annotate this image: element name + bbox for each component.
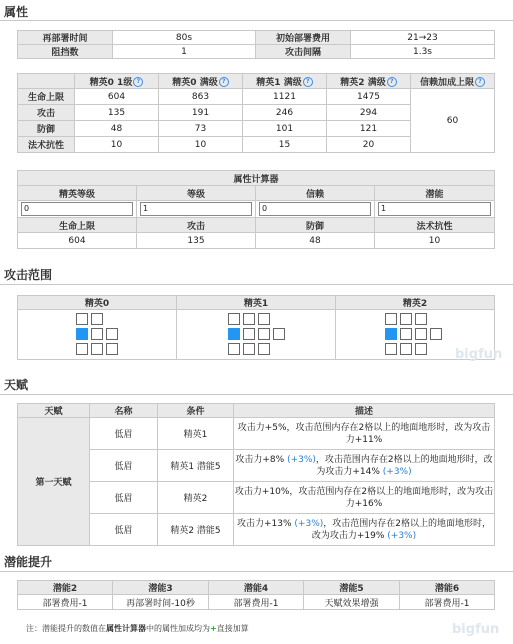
watermark-logo: bigfun	[455, 347, 503, 362]
help-icon[interactable]: ?	[133, 77, 143, 87]
stat-value: 101	[243, 121, 327, 137]
section-title-potential: 潜能提升	[4, 555, 53, 569]
stats-header: 信赖加成上限 ?	[411, 74, 495, 89]
range-cell	[400, 328, 412, 340]
talent-row	[18, 482, 495, 514]
range-cell	[91, 313, 103, 325]
stat-value: 1121	[243, 89, 327, 105]
stat-label: 生命上限	[18, 89, 75, 105]
stats-corner	[18, 74, 75, 89]
potential-header: 潜能3	[113, 581, 209, 595]
range-cell	[385, 313, 397, 325]
operator-position-cell	[76, 328, 88, 340]
talent-row	[18, 514, 495, 546]
divider	[0, 394, 513, 395]
range-cell	[76, 343, 88, 355]
potential-value: 部署费用-1	[18, 595, 113, 610]
range-cell	[258, 313, 270, 325]
talent-name: 低眉	[90, 418, 158, 450]
talent-description: 攻击力+10%，攻击范围内存在2格以上的地面地形时，改为攻击力+16%	[234, 482, 495, 514]
talent-group-label: 第一天赋	[18, 418, 90, 546]
stat-label: 防御	[18, 121, 75, 137]
calculator-title: 属性计算器	[18, 171, 495, 186]
range-cell	[258, 343, 270, 355]
potential-value: 再部署时间-10秒	[113, 595, 209, 610]
stat-value: 10	[159, 137, 243, 153]
elite-level-input[interactable]: 0	[21, 202, 133, 216]
potential-table	[17, 580, 495, 610]
stats-table	[17, 73, 495, 153]
trust-bonus-value: 60	[411, 89, 495, 153]
calc-result-label: 攻击	[137, 218, 256, 233]
stats-header: 精英2 满级 ?	[327, 74, 411, 89]
help-icon[interactable]: ?	[303, 77, 313, 87]
section-title-talent: 天赋	[4, 378, 29, 392]
divider	[0, 20, 513, 21]
atk-interval-value: 1.3s	[351, 45, 495, 59]
stat-value: 604	[75, 89, 159, 105]
range-cell	[415, 313, 427, 325]
talent-row	[18, 450, 495, 482]
help-icon[interactable]: ?	[387, 77, 397, 87]
range-cell	[385, 343, 397, 355]
range-cell	[415, 328, 427, 340]
block-label: 阻挡数	[18, 45, 113, 59]
calc-label-level: 等级	[137, 186, 256, 201]
redeploy-label: 再部署时间	[18, 31, 113, 45]
stat-value: 10	[75, 137, 159, 153]
range-cell	[400, 313, 412, 325]
calc-result-label: 防御	[256, 218, 375, 233]
stat-value: 135	[75, 105, 159, 121]
init-cost-value: 21→23	[351, 31, 495, 45]
range-cell	[91, 343, 103, 355]
talent-header: 天赋	[18, 404, 90, 418]
potential-header: 潜能5	[304, 581, 400, 595]
level-input[interactable]: 1	[140, 202, 252, 216]
calc-label-potential: 潜能	[375, 186, 495, 201]
range-cell	[106, 328, 118, 340]
calc-label-elite: 精英等级	[18, 186, 137, 201]
talent-row	[18, 418, 495, 450]
stat-value: 863	[159, 89, 243, 105]
talent-header: 条件	[158, 404, 234, 418]
attribute-calculator	[17, 170, 495, 249]
talent-condition: 精英2	[158, 482, 234, 514]
range-cell	[258, 328, 270, 340]
stat-value: 20	[327, 137, 411, 153]
stat-value: 191	[159, 105, 243, 121]
range-cell	[106, 343, 118, 355]
talent-condition: 精英1	[158, 418, 234, 450]
stat-value: 246	[243, 105, 327, 121]
stat-value: 48	[75, 121, 159, 137]
calc-result-label: 法术抗性	[375, 218, 495, 233]
range-cell	[273, 328, 285, 340]
stat-value: 15	[243, 137, 327, 153]
potential-value: 天赋效果增强	[304, 595, 400, 610]
potential-header: 潜能6	[400, 581, 495, 595]
watermark-logo: bigfun	[452, 622, 500, 637]
talent-description: 攻击力+8% (+3%)，攻击范围内存在2格以上的地面地形时，改为攻击力+14% (+3%)	[234, 450, 495, 482]
block-value: 1	[113, 45, 256, 59]
divider	[0, 284, 513, 285]
operator-position-cell	[385, 328, 397, 340]
calc-result-hp: 604	[18, 233, 137, 249]
stats-header: 精英0 1级 ?	[75, 74, 159, 89]
talent-condition: 精英2 潜能5	[158, 514, 234, 546]
stat-value: 121	[327, 121, 411, 137]
range-cell	[228, 343, 240, 355]
range-cell	[430, 328, 442, 340]
stat-label: 攻击	[18, 105, 75, 121]
stats-row-hp	[18, 89, 495, 105]
stats-header: 精英1 满级 ?	[243, 74, 327, 89]
talent-condition: 精英1 潜能5	[158, 450, 234, 482]
calc-result-atk: 135	[137, 233, 256, 249]
trust-input[interactable]: 0	[259, 202, 371, 216]
stats-header: 精英0 满级 ?	[159, 74, 243, 89]
calc-result-def: 48	[256, 233, 375, 249]
calc-result-label: 生命上限	[18, 218, 137, 233]
talent-header: 描述	[234, 404, 495, 418]
talent-description: 攻击力+13% (+3%)，攻击范围内存在2格以上的地面地形时，改为攻击力+19% (+3%)	[234, 514, 495, 546]
range-cell	[243, 343, 255, 355]
section-title-attributes: 属性	[4, 5, 29, 19]
divider	[0, 571, 513, 572]
range-cell	[400, 343, 412, 355]
range-header-e0: 精英0	[18, 296, 177, 310]
calc-label-trust: 信赖	[256, 186, 375, 201]
stat-value: 294	[327, 105, 411, 121]
potential-value: 部署费用-1	[400, 595, 495, 610]
range-cell	[415, 343, 427, 355]
talent-header: 名称	[90, 404, 158, 418]
talent-table	[17, 403, 495, 546]
range-cell	[76, 313, 88, 325]
range-cell	[91, 328, 103, 340]
help-icon[interactable]: ?	[475, 77, 485, 87]
redeploy-value: 80s	[113, 31, 256, 45]
talent-name: 低眉	[90, 482, 158, 514]
potential-header: 潜能2	[18, 581, 113, 595]
range-cell	[243, 328, 255, 340]
potential-input[interactable]: 1	[378, 202, 491, 216]
range-header-e1: 精英1	[177, 296, 336, 310]
deploy-table	[17, 30, 495, 59]
stat-label: 法术抗性	[18, 137, 75, 153]
talent-description: 攻击力+5%，攻击范围内存在2格以上的地面地形时，改为攻击力+11%	[234, 418, 495, 450]
help-icon[interactable]: ?	[219, 77, 229, 87]
init-cost-label: 初始部署费用	[256, 31, 351, 45]
range-cell	[243, 313, 255, 325]
potential-header: 潜能4	[209, 581, 304, 595]
potential-value: 部署费用-1	[209, 595, 304, 610]
section-title-range: 攻击范围	[4, 268, 53, 282]
stat-value: 73	[159, 121, 243, 137]
range-cell	[228, 313, 240, 325]
talent-name: 低眉	[90, 450, 158, 482]
potential-note: 注：潜能提升的数值在属性计算器中的属性加成均为+直接加算	[26, 624, 249, 633]
talent-name: 低眉	[90, 514, 158, 546]
atk-interval-label: 攻击间隔	[256, 45, 351, 59]
range-header-e2: 精英2	[336, 296, 495, 310]
calc-result-res: 10	[375, 233, 495, 249]
operator-position-cell	[228, 328, 240, 340]
stat-value: 1475	[327, 89, 411, 105]
